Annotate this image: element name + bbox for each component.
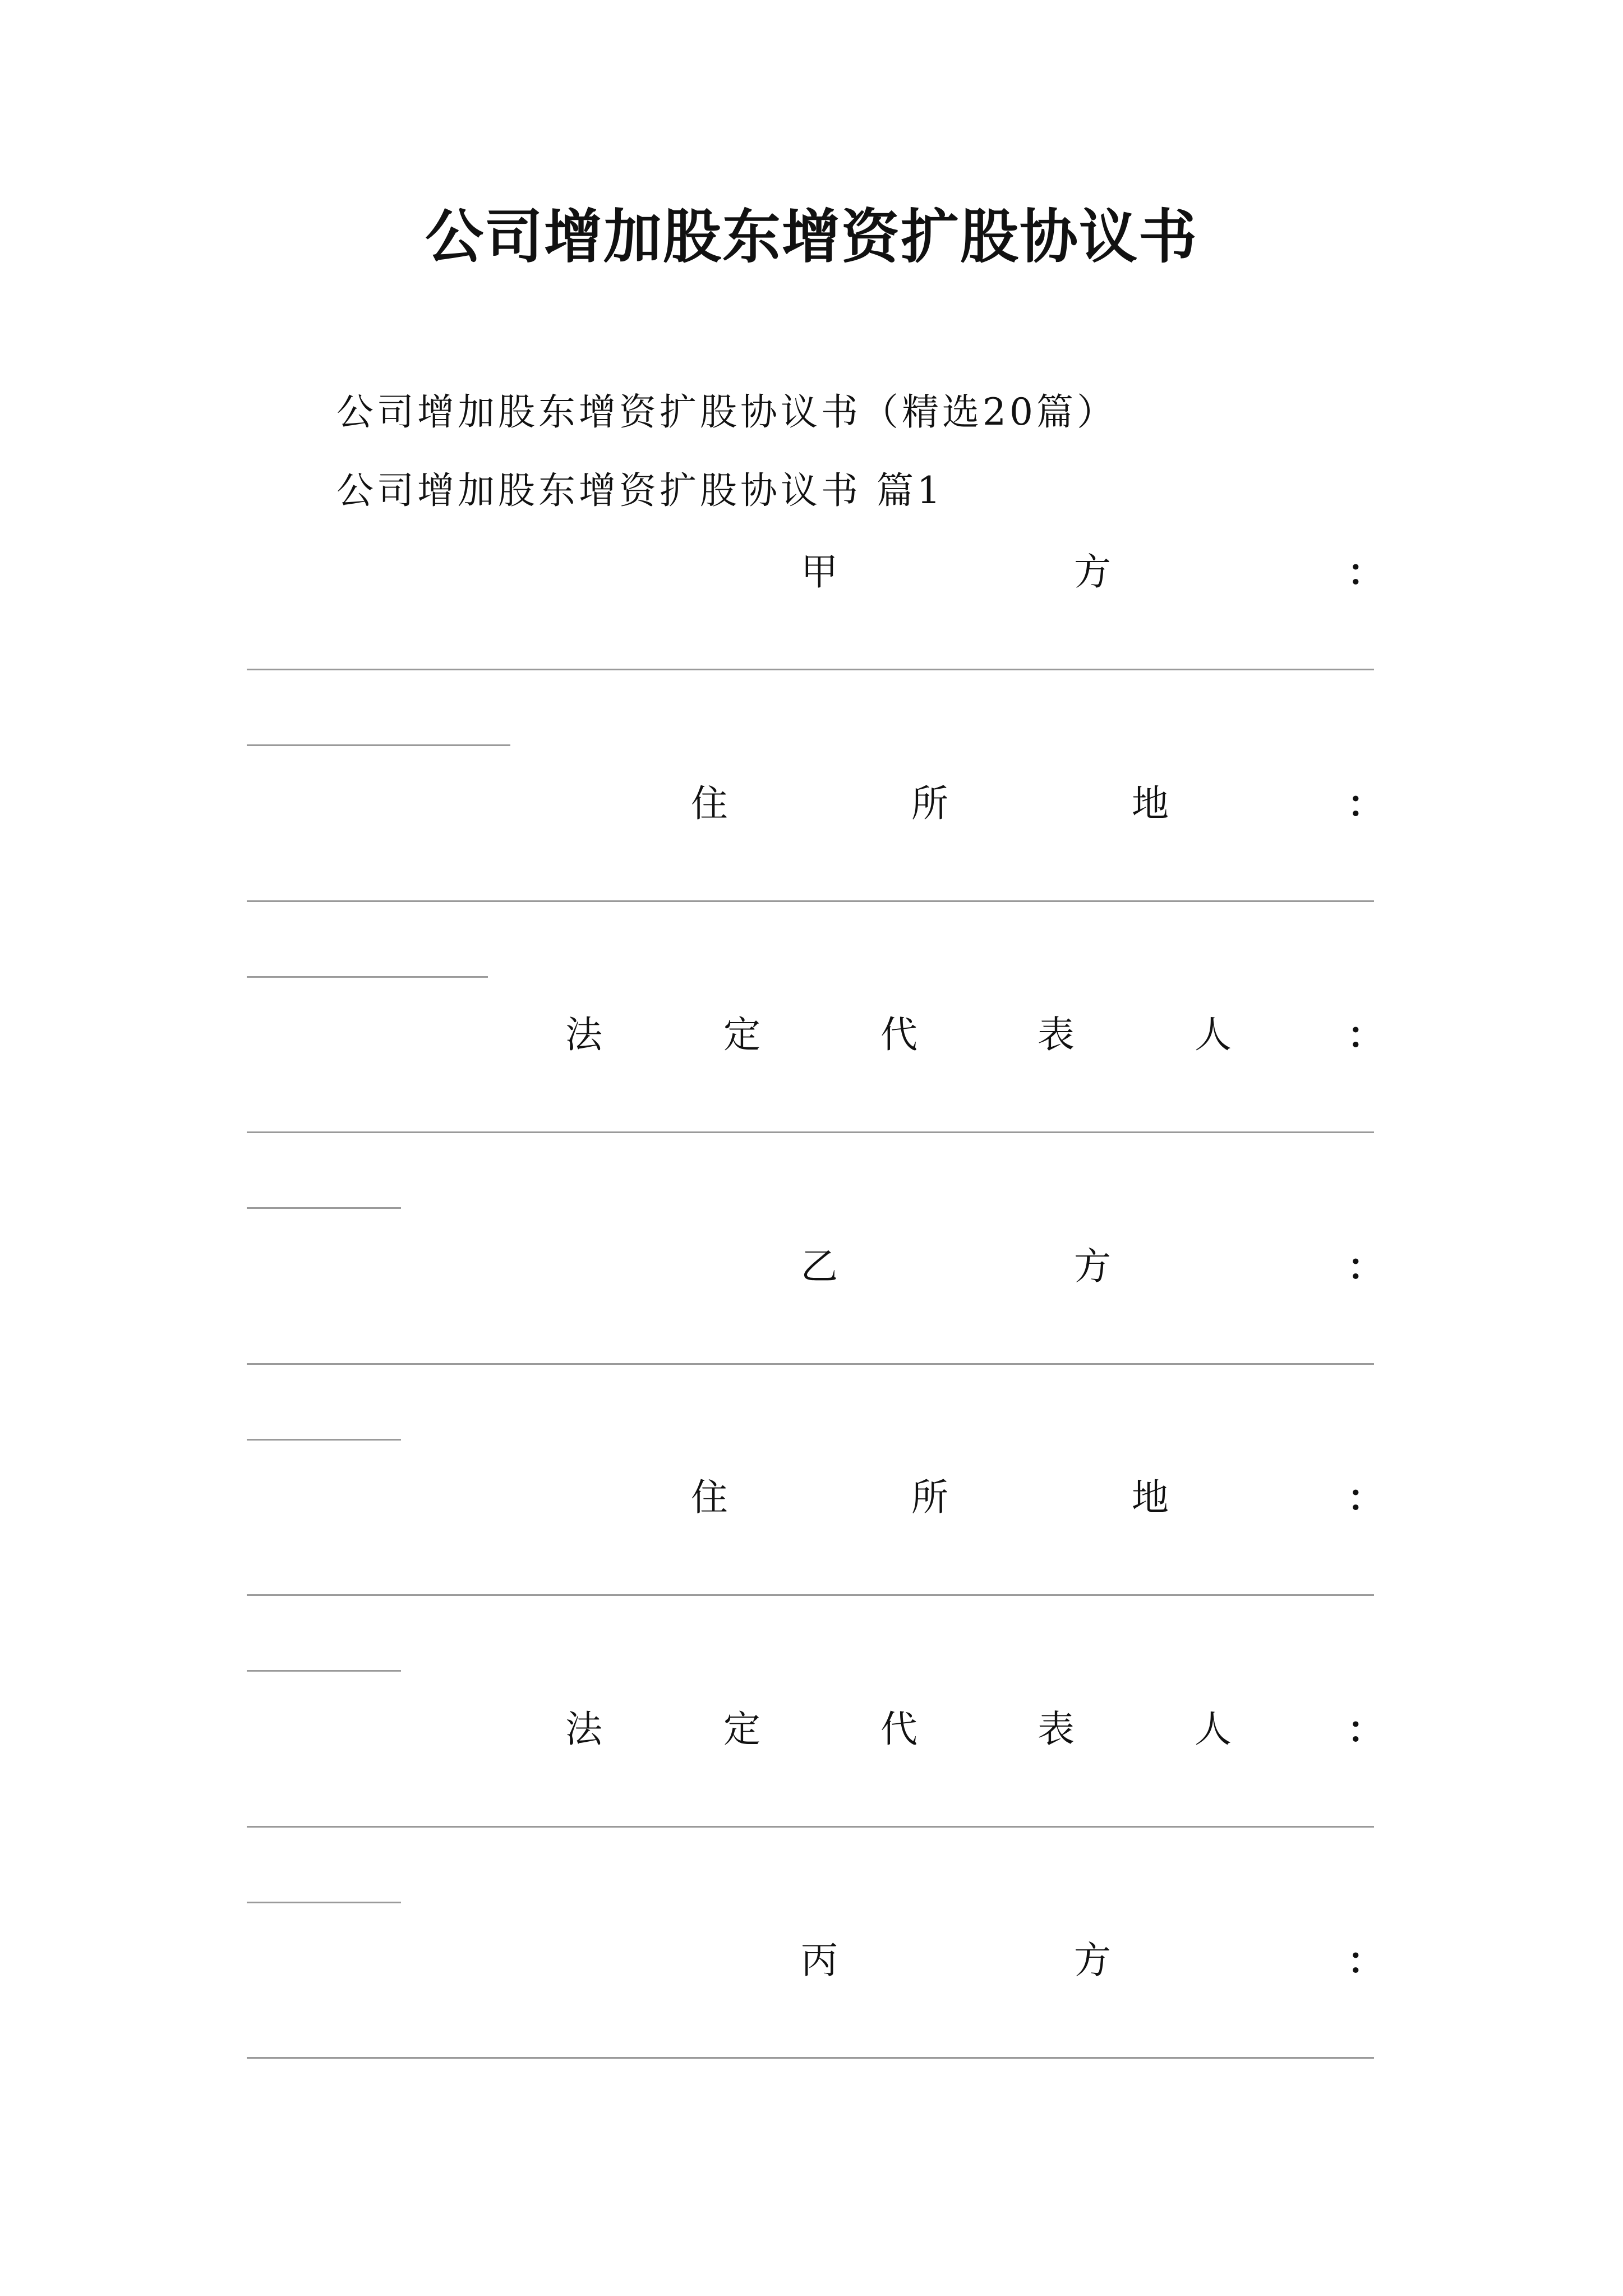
field-char: 方 — [1074, 1245, 1111, 1288]
field-char: 所 — [911, 1476, 948, 1519]
field-colon: ： — [1347, 1245, 1384, 1289]
field-char: 地 — [1132, 1476, 1169, 1519]
field-colon: ： — [1347, 1476, 1384, 1520]
field-address-2 — [0, 1473, 1623, 1523]
fill-in-line — [247, 1439, 401, 1441]
field-colon: ： — [1347, 1939, 1384, 1982]
field-colon: ： — [1347, 1708, 1384, 1751]
field-char: 定 — [723, 1708, 760, 1751]
fill-in-line — [247, 1594, 1374, 1596]
field-char: 住 — [691, 782, 728, 825]
field-char: 表 — [1038, 1013, 1075, 1056]
fill-in-line — [247, 976, 488, 978]
fill-in-line — [247, 1902, 401, 1903]
fill-in-line — [247, 1826, 1374, 1828]
section-heading: 公司增加股东增资扩股协议书 篇1 — [336, 469, 944, 512]
fill-in-line — [247, 2057, 1374, 2059]
field-char: 丙 — [801, 1939, 838, 1982]
fill-in-line — [247, 1207, 401, 1209]
field-colon: ： — [1347, 1013, 1384, 1057]
field-char: 表 — [1038, 1708, 1075, 1751]
field-address-1 — [0, 779, 1623, 829]
field-legal-rep-2 — [0, 1704, 1623, 1755]
field-char: 法 — [565, 1013, 602, 1056]
field-char: 乙 — [801, 1245, 838, 1288]
field-legal-rep-1 — [0, 1010, 1623, 1060]
field-party-a — [0, 547, 1623, 597]
field-char: 方 — [1074, 550, 1111, 593]
field-char: 方 — [1074, 1939, 1111, 1982]
field-char: 人 — [1195, 1013, 1232, 1056]
field-party-c — [0, 1935, 1623, 1986]
field-party-b — [0, 1241, 1623, 1292]
field-char: 代 — [880, 1013, 917, 1056]
field-char: 地 — [1132, 782, 1169, 825]
document-title: 公司增加股东增资扩股协议书 — [425, 202, 1198, 271]
field-char: 定 — [723, 1013, 760, 1056]
field-char: 代 — [880, 1708, 917, 1751]
field-colon: ： — [1347, 550, 1384, 594]
field-char: 所 — [911, 782, 948, 825]
field-colon: ： — [1347, 782, 1384, 826]
fill-in-line — [247, 1363, 1374, 1365]
field-char: 住 — [691, 1476, 728, 1519]
field-char: 人 — [1195, 1708, 1232, 1751]
field-char: 法 — [565, 1708, 602, 1751]
fill-in-line — [247, 1131, 1374, 1133]
fill-in-line — [247, 900, 1374, 902]
fill-in-line — [247, 1670, 401, 1672]
document-subtitle: 公司增加股东增资扩股协议书（精选20篇） — [336, 390, 1117, 434]
field-char: 甲 — [801, 550, 838, 593]
fill-in-line — [247, 669, 1374, 670]
fill-in-line — [247, 744, 510, 746]
